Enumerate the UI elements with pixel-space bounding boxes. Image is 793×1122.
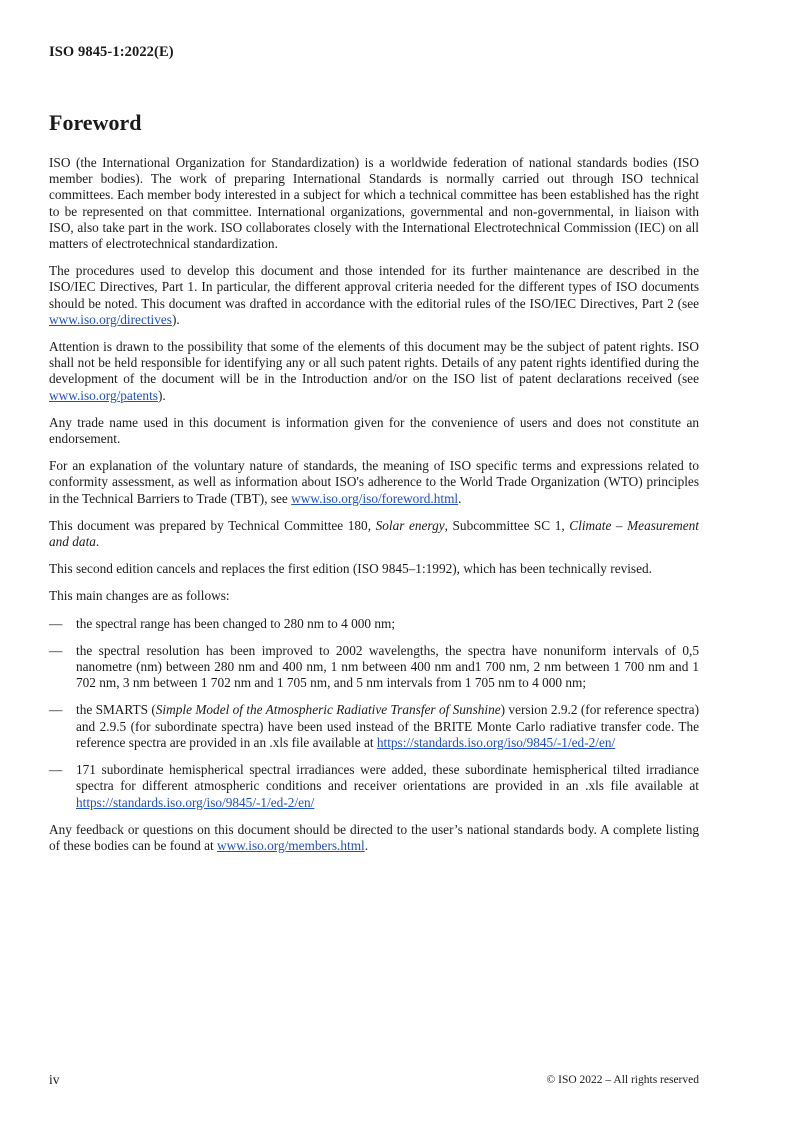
reference-spectra-link[interactable]: https://standards.iso.org/iso/9845/-1/ed-2/en/ [376,734,616,750]
paragraph-edition: This second edition cancels and replaces the first edition (ISO 9845–1:1992), which has been technically revised. [49,561,652,577]
members-link[interactable]: www.iso.org/members.html [217,837,365,853]
paragraph-end: ). [171,311,180,327]
document-id-header: ISO 9845-1:2022(E) [49,44,174,60]
paragraph-iso-intro: ISO (the International Organization for Standardization) is a worldwide federation of national standards bodies (ISO member bodies). The work of preparing International Standards is normally carried out through ISO technical committees. Each member body interested in a subject for which a technical committee has been established has the right to be represented on that committee. International organizations, governmental and non-governmental, in liaison with ISO, also take part in the work. ISO collaborates closely with the International Electrotechnical Commission (IEC) on all matters of electrotechnical standardization. [49,155,699,252]
paragraph-text: Attention is drawn to the possibility that some of the elements of this document may be the subject of patent rights. ISO shall not be held responsible for identifying any or all such patent rights. Details of any patent rights identified during the development of the document will be in the Introduction and/or on the ISO list of patent declarations received (see [49,339,699,387]
dash-bullet: — [49,762,63,778]
page-number: iv [49,1072,60,1087]
list-item [49,762,699,811]
paragraph-text: For an explanation of the voluntary nature of standards, the meaning of ISO specific terms and expressions related to conformity assessment, as well as information about ISO's adherence to the World Trade Organization (WTO) principles in the Technical Barriers to Trade (TBT), see [49,458,699,506]
foreword-body [49,155,699,865]
copyright-notice: © ISO 2022 – All rights reserved [546,1074,699,1086]
paragraph-end: . [364,837,369,853]
paragraph-changes-intro: This main changes are as follows: [49,588,230,604]
changes-list [49,616,699,811]
directives-link[interactable]: www.iso.org/directives [49,311,172,327]
dash-bullet: — [49,615,63,631]
paragraph-procedures [49,263,699,328]
paragraph-feedback [49,822,699,854]
paragraph-end: . [458,490,462,506]
committee-name: Solar energy [375,517,445,533]
paragraph-trade-name: Any trade name used in this document is information given for the convenience of users and does not constitute an endorsement. [49,414,699,447]
paragraph-text: , Subcommittee SC 1, [444,517,570,533]
patents-link[interactable]: www.iso.org/patents [49,387,158,403]
list-item-text: the spectral range has been changed to 280 nm to 4 000 nm; [76,615,396,631]
paragraph-text: Any feedback or questions on this document should be directed to the user’s national standards body. A complete listing of these bodies can be found at [49,821,699,853]
paragraph-voluntary-nature [49,458,699,507]
list-item-text: 171 subordinate hemispherical spectral irradiances were added, these subordinate hemispherical tilted irradiance spectra for different atmospheric conditions and receiver orientations are provided in an .xls file available at [76,762,699,794]
list-item-text: ) version 2.9.2 (for reference spectra) and 2.9.5 (for subordinate spectra) have been used instead of the BRITE Monte Carlo radiative transfer code. The reference spectra are provided in an .xls file available at [76,702,699,750]
paragraph-text: The procedures used to develop this document and those intended for its further maintenance are described in the ISO/IEC Directives, Part 1. In particular, the different approval criteria needed for the different types of ISO documents should be noted. This document was drafted in accordance with the editorial rules of the ISO/IEC Directives, Part 2 (see [49,263,699,311]
paragraph-committee [49,518,699,550]
list-item [49,643,699,692]
foreword-link[interactable]: www.iso.org/iso/foreword.html [291,490,459,506]
dash-bullet: — [49,642,63,658]
page-title: Foreword [49,110,142,135]
list-item-text: the spectral resolution has been improved to 2002 wavelengths, the spectra have nonuniform intervals of 0,5 nanometre (nm) between 280 nm and 400 nm, 1 nm between 400 nm and1 700 nm, 2 nm between 1 700 nm and 1 702 nm, 3 nm between 1 702 nm and 1 705 nm, and 5 nm intervals from 1 705 nm to 4 000 nm; [76,642,699,691]
list-item [49,702,699,751]
subcommittee-name: Climate – Measurement and data [49,517,699,550]
list-item [49,616,699,632]
paragraph-end: . [95,534,100,550]
paragraph-text: This document was prepared by Technical Committee 180, [49,517,376,533]
model-name: Simple Model of the Atmospheric Radiative Transfer of Sunshine [155,702,501,718]
paragraph-end: ). [157,387,166,403]
subordinate-spectra-link[interactable]: https://standards.iso.org/iso/9845/-1/ed-2/en/ [76,794,315,810]
paragraph-patents [49,339,699,404]
list-item-text: the SMARTS ( [76,702,156,718]
dash-bullet: — [49,702,63,718]
